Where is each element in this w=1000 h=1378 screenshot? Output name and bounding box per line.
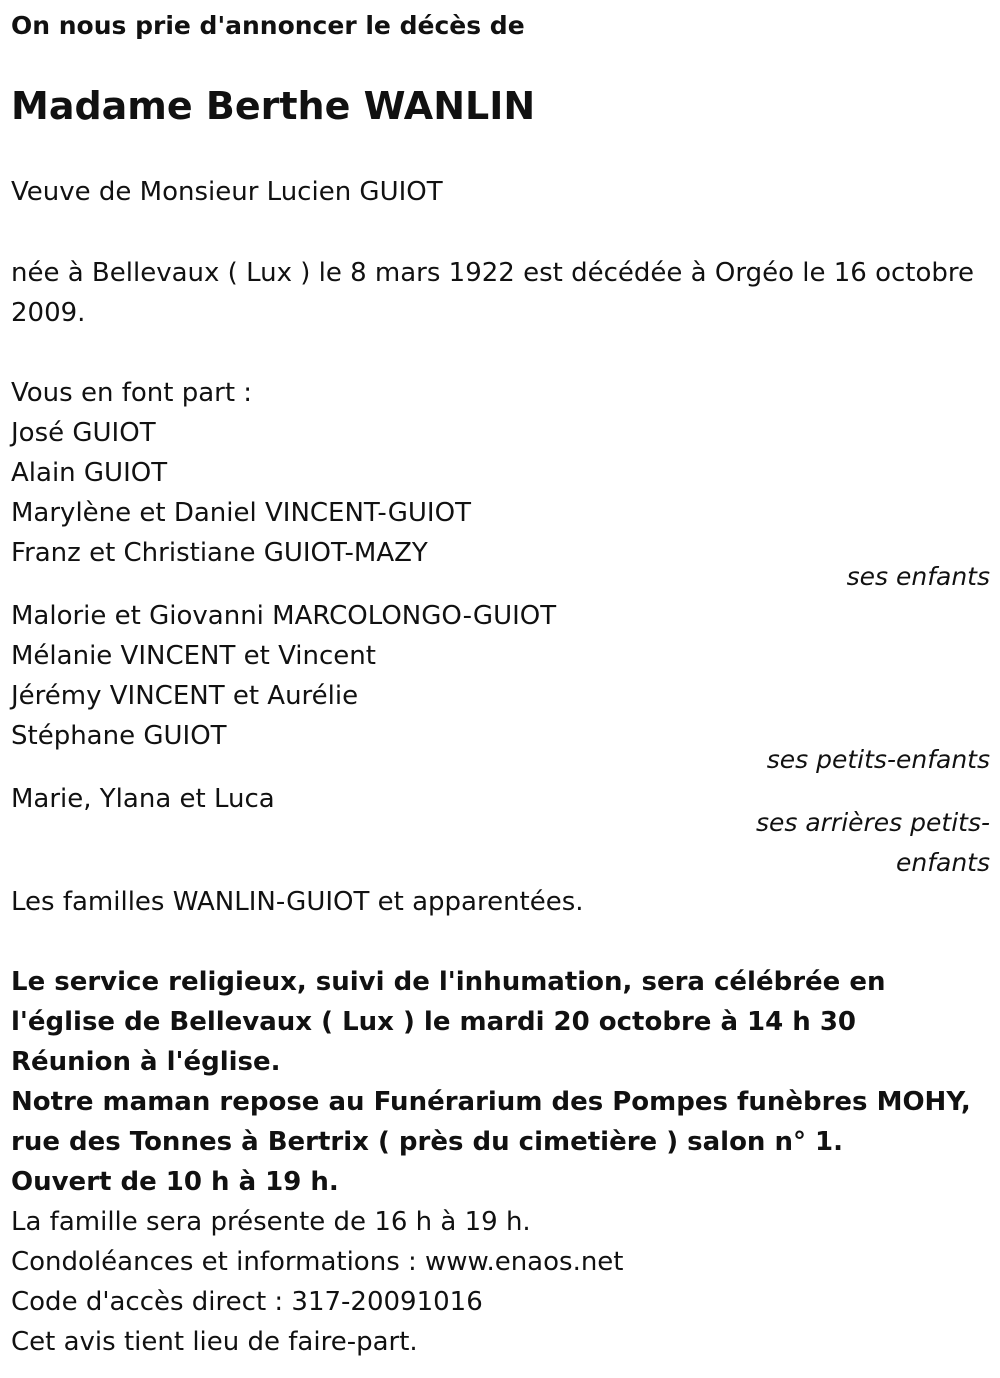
widow-line <box>11 172 990 212</box>
widow-text: Veuve de Monsieur Lucien GUIOT <box>11 177 443 207</box>
announcers-block <box>11 373 990 597</box>
funeral-home-text: Notre maman repose au Funérarium des Pompes funèbres MOHY, rue des Tonnes à Bertrix ( près du cimetière ) salon n° 1. <box>11 1087 971 1157</box>
great-grandchild-item: Marie, Ylana et Luca <box>11 784 275 814</box>
birth-death-block <box>11 253 990 333</box>
family-presence-text: La famille sera présente de 16 h à 19 h. <box>11 1207 531 1237</box>
grandchild-item: Malorie et Giovanni MARCOLONGO-GUIOT <box>11 601 557 631</box>
grandchild-item: Stéphane GUIOT <box>11 721 227 751</box>
condolences-text: Condoléances et informations : www.enaos.net <box>11 1247 624 1277</box>
families-text: Les familles WANLIN-GUIOT et apparentées. <box>11 887 584 917</box>
child-item: José GUIOT <box>11 418 156 448</box>
service-block <box>11 962 990 1362</box>
access-code-text: Code d'accès direct : 317-20091016 <box>11 1287 483 1317</box>
closing-text: Cet avis tient lieu de faire-part. <box>11 1327 418 1357</box>
birth-death-text: née à Bellevaux ( Lux ) le 8 mars 1922 est décédée à Orgéo le 16 octobre 2009. <box>11 258 974 328</box>
child-item: Alain GUIOT <box>11 458 168 488</box>
announcers-label: Vous en font part : <box>11 378 253 408</box>
child-item: Franz et Christiane GUIOT-MAZY <box>11 538 428 568</box>
great-grandchildren-role-line1: ses arrières petits- <box>755 808 990 837</box>
great-grandchildren-block <box>11 779 990 883</box>
grandchild-item: Mélanie VINCENT et Vincent <box>11 641 376 671</box>
grandchildren-block <box>11 596 990 780</box>
grandchild-item: Jérémy VINCENT et Aurélie <box>11 681 359 711</box>
opening-hours-text: Ouvert de 10 h à 19 h. <box>11 1167 339 1197</box>
children-role: ses enfants <box>846 562 990 591</box>
child-item: Marylène et Daniel VINCENT-GUIOT <box>11 498 471 528</box>
intro-text: On nous prie d'annoncer le décès de <box>11 11 525 40</box>
families-line <box>11 882 990 922</box>
deceased-name: Madame Berthe WANLIN <box>11 84 536 128</box>
great-grandchildren-role-line2: enfants <box>895 848 990 877</box>
grandchildren-role: ses petits-enfants <box>766 745 990 774</box>
service-text: Le service religieux, suivi de l'inhumation, sera célébrée en l'église de Bellevaux ( Lux ) le mardi 20 octobre à 14 h 30 <box>11 967 886 1037</box>
meeting-text: Réunion à l'église. <box>11 1047 281 1077</box>
